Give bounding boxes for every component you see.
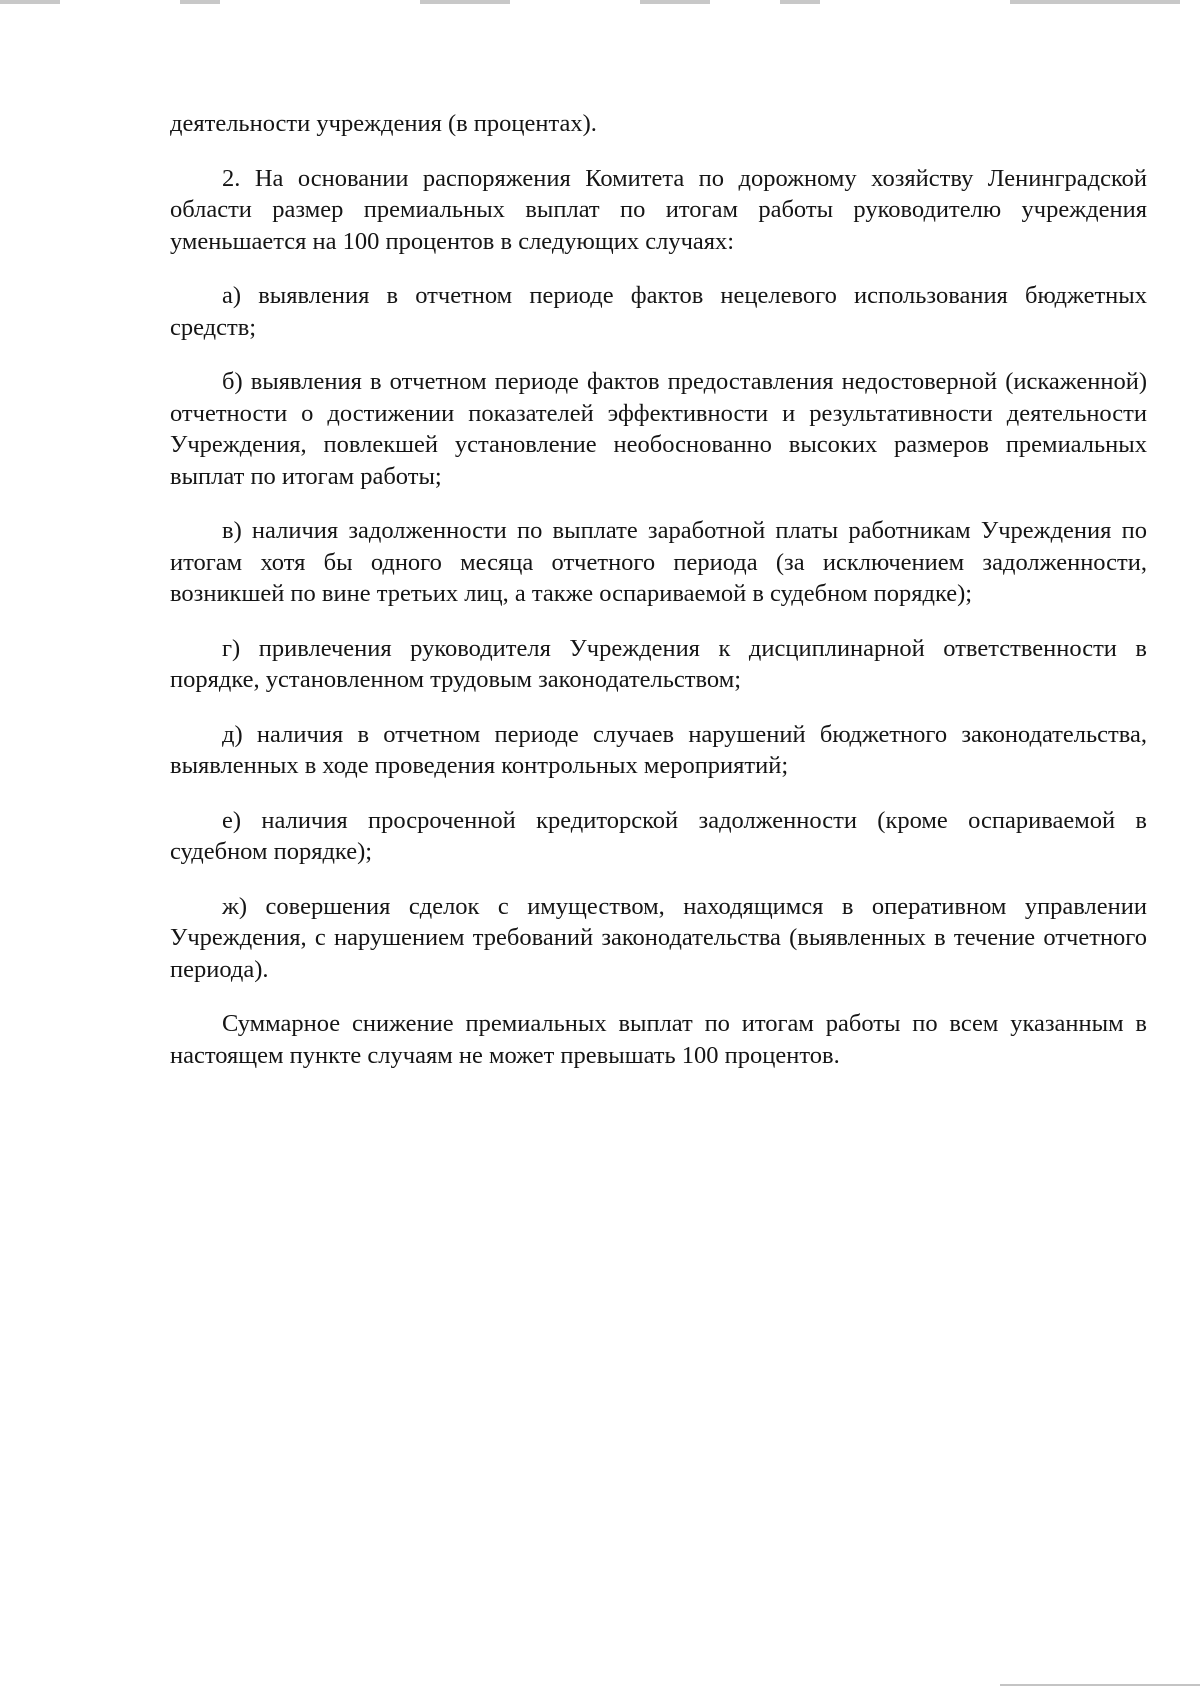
continuation-line: деятельности учреждения (в процентах). <box>170 110 597 137</box>
list-item-d: д) наличия в отчетном периоде случаев нарушений бюджетного законодательства, выявленных в ходе проведения контрольных мероприятий; <box>170 720 1147 779</box>
summary-paragraph: Суммарное снижение премиальных выплат по итогам работы по всем указанным в настоящем пункте случаям не может превышать 100 процентов. <box>170 1010 1147 1069</box>
scan-top-edge-artifact <box>0 0 1200 10</box>
document-body <box>170 108 1147 1094</box>
list-item-e: е) наличия просроченной кредиторской задолженности (кроме оспариваемой в судебном порядке); <box>170 806 1147 865</box>
list-item-b: б) выявления в отчетном периоде фактов предоставления недостоверной (искаженной) отчетности о достижении показателей эффективности и результативности деятельности Учреждения, повлекшей установление необоснованно высоких размеров премиальных выплат по итогам работы; <box>170 368 1147 490</box>
list-item-zh: ж) совершения сделок с имуществом, находящимся в оперативном управлении Учреждения, с нарушением требований законодательства (выявленных в течение отчетного периода). <box>170 892 1147 983</box>
list-item-v: в) наличия задолженности по выплате заработной платы работникам Учреждения по итогам хотя бы одного месяца отчетного периода (за исключением задолженности, возникшей по вине третьих лиц, а также оспариваемой в судебном порядке); <box>170 517 1147 607</box>
scan-bottom-edge-artifact <box>1000 1684 1200 1686</box>
list-item-a: а) выявления в отчетном периоде фактов нецелевого использования бюджетных средств; <box>170 282 1147 341</box>
list-item-g: г) привлечения руководителя Учреждения к дисциплинарной ответственности в порядке, установленном трудовым законодательством; <box>170 634 1147 693</box>
clause-2-intro: 2. На основании распоряжения Комитета по дорожному хозяйству Ленинградской области размер премиальных выплат по итогам работы руководителю учреждения уменьшается на 100 процентов в следующих случаях: <box>170 164 1147 255</box>
